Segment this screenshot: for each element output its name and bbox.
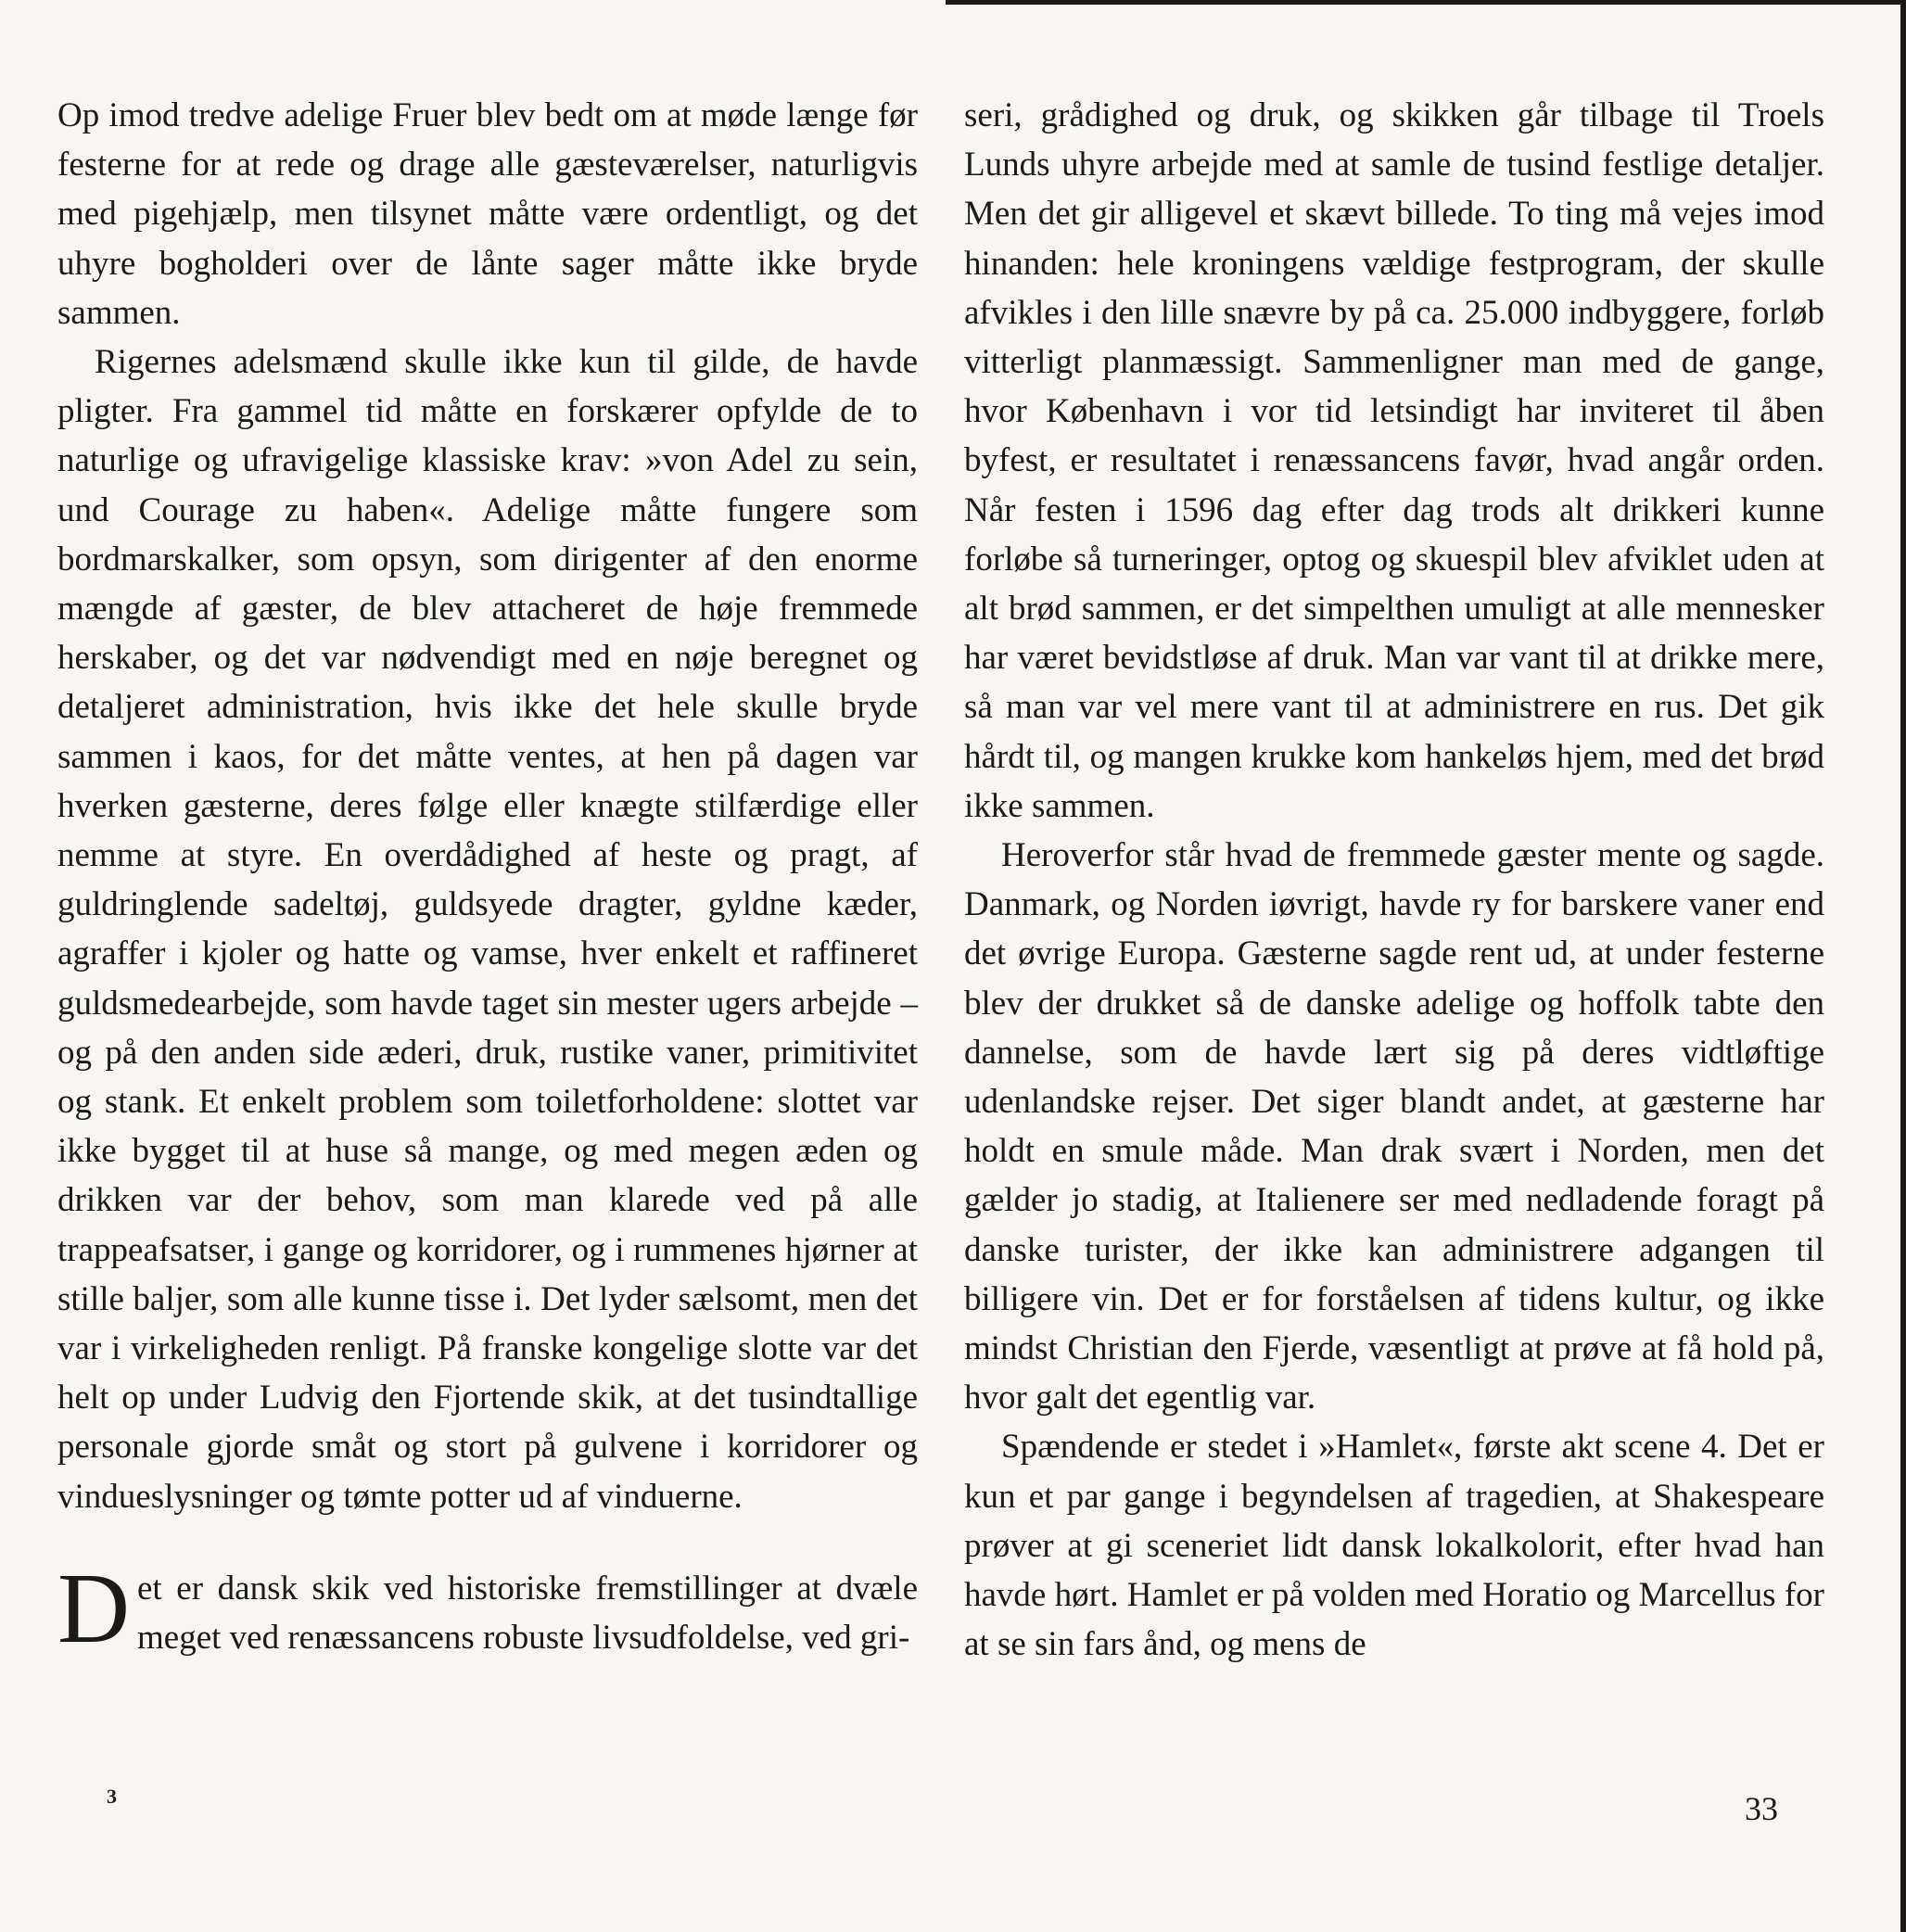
continued-paragraph: seri, grådighed og druk, og skikken går tilbage til Troels Lunds uhyre arbejde med at samle de tusind festlige detaljer. Men det gir alligevel et skævt billede. To ting må vejes imod hinanden: hele kroningens vældige festprogram, der skulle afvikles i den lille snævre by på ca. 25.000 indbyggere, forløb vitterligt planmæssigt. Sammenligner man med de gange, hvor København i vor tid letsindigt har inviteret til åben byfest, er resultatet i renæssancens favør, hvad angår orden. Når festen i 1596 dag efter dag trods alt drikkeri kunne forløbe så turneringer, optog og skuespil blev afviklet uden at alt brød sammen, er det simpelthen umuligt at alle mennesker har været bevidstløse af druk. Man var vant til at drikke mere, så man var vel mere vant til at administrere en rus. Det gik hårdt til, og mangen krukke kom hankeløs hjem, med det brød ikke sammen.	[964, 96, 1824, 825]
right-text-column	[964, 91, 1824, 1670]
paragraph: Rigernes adelsmænd skulle ikke kun til gilde, de havde pligter. Fra gammel tid måtte en forskærer opfylde de to naturlige og ufravigelige klassiske krav: »von Adel zu sein, und Courage zu haben«. Adelige måtte fungere som bordmarskalker, som opsyn, som dirigenter af den enorme mængde af gæster, de blev attacheret de høje fremmede herskaber, og det var nødvendigt med en nøje beregnet og detaljeret administration, hvis ikke det hele skulle bryde sammen i kaos, for det måtte ventes, at hen på dagen var hverken gæsterne, deres følge eller knægte stilfærdige eller nemme at styre. En overdådighed af heste og pragt, af guldringlende sadeltøj, guldsyede dragter, gyldne kæder, agraffer i kjoler og hatte og vamse, hver enkelt et raffineret guldsmedearbejde, som havde taget sin mester ugers arbejde – og på den anden side æderi, druk, rustike vaner, primitivitet og stank. Et enkelt problem som toiletforholdene: slottet var ikke bygget til at huse så mange, og med megen æden og drikken var der behov, som man klarede ved på alle trappeafsatser, i gange og korridorer, og i rummenes hjørner at stille baljer, som alle kunne tisse i. Det lyder sælsomt, men det var i virkeligheden renligt. På franske kongelige slotte var det helt op under Ludvig den Fjortende skik, at det tusindtallige personale gjorde småt og stort på gulvene i korridorer og vindueslysninger og tømte potter ud af vinduerne.	[57, 343, 918, 1516]
section-opening-text: et er dansk skik ved historiske fremstillinger at dvæle meget ved renæssancens robuste livsudfoldelse, ved gri-	[137, 1569, 918, 1658]
signature-mark: 3	[107, 1785, 117, 1808]
section-opening-paragraph	[57, 1553, 918, 1664]
paragraph: Spændende er stedet i »Hamlet«, første akt scene 4. Det er kun et par gange i begyndelsen af tragedien, at Shakespeare prøver at gi sceneriet lidt dansk lokalkolorit, efter hvad han havde hørt. Hamlet er på volden med Horatio og Marcellus for at se sin fars ånd, og mens de	[964, 1428, 1824, 1664]
left-text-column	[57, 91, 918, 1662]
top-border-rule	[946, 0, 1906, 5]
right-page-edge	[1900, 0, 1906, 1932]
page-number: 33	[1745, 1790, 1778, 1827]
drop-cap-letter: D	[57, 1553, 130, 1664]
paragraph: Heroverfor står hvad de fremmede gæster mente og sagde. Danmark, og Norden iøvrigt, havde ry for barskere vaner end det øvrige Europa. Gæsterne sagde rent ud, at under festerne blev der drukket så de danske adelige og hoffolk tabte den dannelse, som de havde lært sig på deres vidtløftige udenlandske rejser. Det siger blandt andet, at gæsterne har holdt en smule måde. Man drak svært i Norden, men det gælder jo stadig, at Italienere ser med nedladende foragt på danske turister, der ikke kan administrere adgangen til billigere vin. Det er for forståelsen af tidens kultur, og ikke mindst Christian den Fjerde, væsentligt at prøve at få hold på, hvor galt det egentlig var.	[964, 836, 1824, 1417]
paragraph: Op imod tredve adelige Fruer blev bedt om at møde længe før festerne for at rede og drage alle gæsteværelser, naturligvis med pigehjælp, men tilsynet måtte være ordentligt, og det uhyre bogholderi over de lånte sager måtte ikke bryde sammen.	[57, 96, 918, 332]
